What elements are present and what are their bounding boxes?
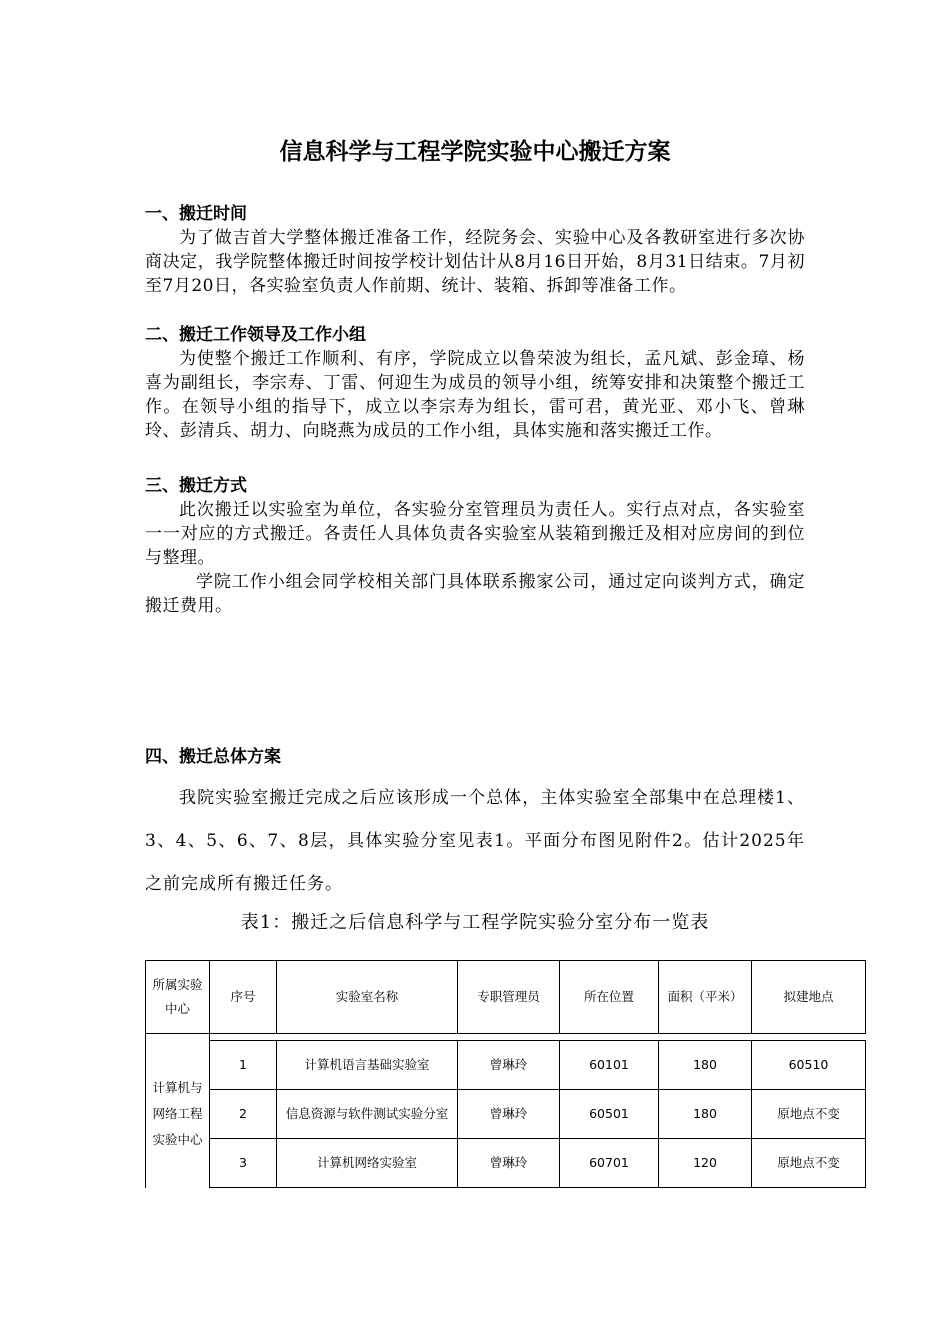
section-4-paragraph-1: 我院实验室搬迁完成之后应该形成一个总体，主体实验室全部集中在总理楼1、3、4、5、6、7、8层，具体实验分室见表1。平面分布图见附件2。估计2025年之前完成所有搬迁任务。 [145, 788, 805, 894]
lab-location: 60501 [560, 1090, 659, 1139]
table-caption: 表1：搬迁之后信息科学与工程学院实验分室分布一览表 [240, 912, 710, 933]
row-number: 2 [210, 1090, 277, 1139]
document-title: 信息科学与工程学院实验中心搬迁方案 [279, 139, 671, 165]
section-1-paragraph-1: 为了做吉首大学整体搬迁准备工作，经院务会、实验中心及各教研室进行多次协商决定，我学院整体搬迁时间按学校计划估计从8月16日开始，8月31日结束。7月初至7月20日，各实验室负责人作前期、统计、装箱、拆卸等准备工作。 [145, 228, 805, 296]
table-row [146, 1041, 866, 1090]
lab-admin: 曾琳玲 [458, 1090, 560, 1139]
lab-name: 计算机语言基础实验室 [277, 1041, 458, 1090]
row-number: 3 [210, 1139, 277, 1188]
lab-name: 信息资源与软件测试实验分室 [277, 1090, 458, 1139]
table-spacer-row [146, 1034, 866, 1041]
table-header-cell: 拟建地点 [752, 961, 866, 1034]
table-header-cell: 面积（平米） [659, 961, 752, 1034]
table-header-cell: 所在位置 [560, 961, 659, 1034]
section-3-paragraph-2: 学院工作小组会同学校相关部门具体联系搬家公司，通过定向谈判方式，确定搬迁费用。 [145, 572, 805, 616]
lab-center-cell: 计算机与网络工程实验中心 [146, 1041, 210, 1188]
lab-site: 60510 [752, 1041, 866, 1090]
table-row [146, 1139, 866, 1188]
section-1 [145, 202, 805, 298]
table-header-cell: 序号 [210, 961, 277, 1034]
lab-site: 原地点不变 [752, 1090, 866, 1139]
section-3 [145, 474, 805, 618]
lab-location: 60101 [560, 1041, 659, 1090]
section-2-paragraph-1: 为使整个搬迁工作顺利、有序，学院成立以鲁荣波为组长，孟凡斌、彭金璋、杨喜为副组长，李宗寿、丁雷、何迎生为成员的领导小组，统筹安排和决策整个搬迁工作。在领导小组的指导下，成立以李宗寿为组长，雷可君，黄光亚、邓小飞、曾琳玲、彭清兵、胡力、向晓燕为成员的工作小组，具体实施和落实搬迁工作。 [145, 349, 805, 441]
lab-area: 180 [659, 1090, 752, 1139]
lab-name: 计算机网络实验室 [277, 1139, 458, 1188]
lab-area: 120 [659, 1139, 752, 1188]
lab-admin: 曾琳玲 [458, 1139, 560, 1188]
section-1-heading: 一、搬迁时间 [145, 204, 247, 224]
lab-location: 60701 [560, 1139, 659, 1188]
lab-distribution-table [145, 960, 866, 1188]
lab-site: 原地点不变 [752, 1139, 866, 1188]
lab-area: 180 [659, 1041, 752, 1090]
table-header-cell: 实验室名称 [277, 961, 458, 1034]
table-row [146, 1090, 866, 1139]
table-header-row [146, 961, 866, 1034]
section-4 [145, 745, 805, 906]
section-3-paragraph-1: 此次搬迁以实验室为单位，各实验分室管理员为责任人。实行点对点，各实验室一一对应的方式搬迁。各责任人具体负责各实验室从装箱到搬迁及相对应房间的到位与整理。 [145, 500, 805, 568]
table-header-cell: 专职管理员 [458, 961, 560, 1034]
lab-admin: 曾琳玲 [458, 1041, 560, 1090]
table-header-cell: 所属实验中心 [146, 961, 210, 1034]
section-2-heading: 二、搬迁工作领导及工作小组 [145, 325, 366, 345]
section-3-heading: 三、搬迁方式 [145, 476, 247, 496]
section-2 [145, 323, 805, 443]
section-4-heading: 四、搬迁总体方案 [145, 747, 281, 767]
row-number: 1 [210, 1041, 277, 1090]
